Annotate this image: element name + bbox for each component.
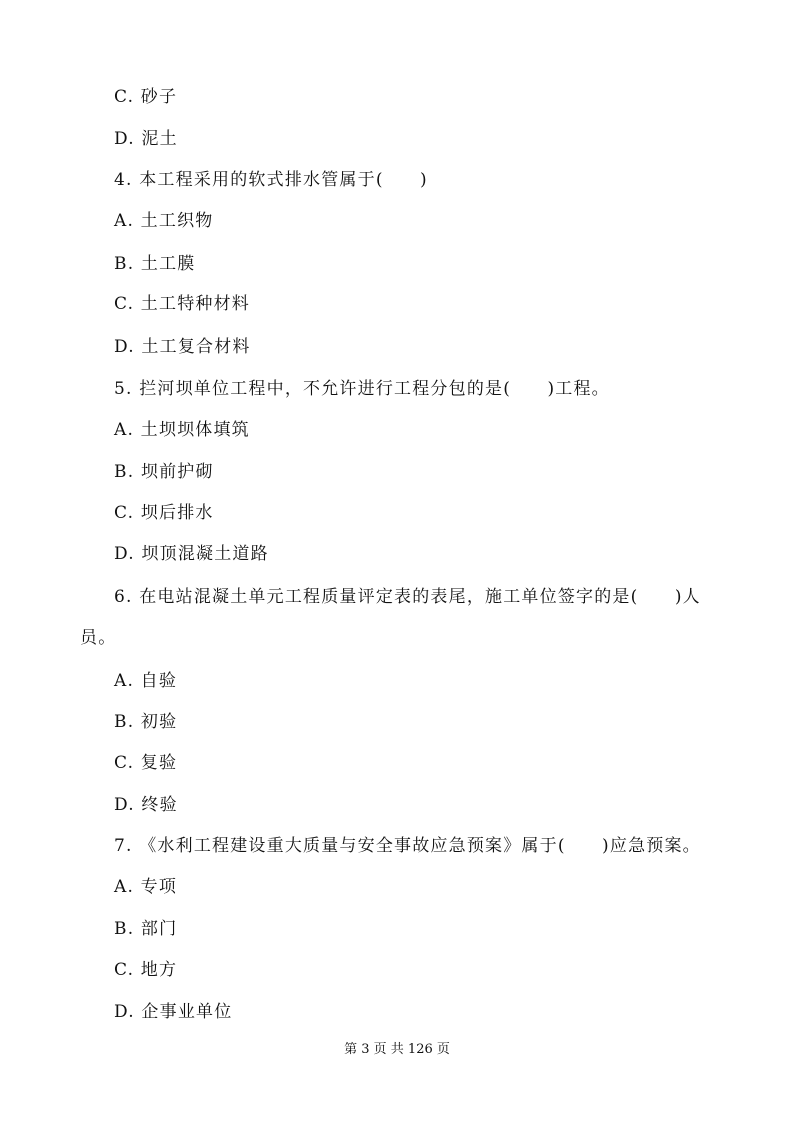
q7-option-d: D. 企事业单位	[114, 1002, 233, 1022]
page-footer: 第 3 页 共 126 页	[344, 1042, 450, 1057]
question-4: 4. 本工程采用的软式排水管属于( )	[114, 170, 428, 190]
q6-option-c: C. 复验	[114, 753, 178, 773]
q4-option-b: B. 土工膜	[114, 254, 196, 274]
q5-option-d: D. 坝顶混凝土道路	[114, 544, 269, 564]
q3-option-c: C. 砂子	[114, 87, 178, 107]
q5-option-c: C. 坝后排水	[114, 503, 214, 523]
q6-option-a: A. 自验	[114, 671, 178, 691]
q3-option-d: D. 泥土	[114, 129, 178, 149]
q7-option-c: C. 地方	[114, 960, 178, 980]
question-7: 7. 《水利工程建设重大质量与安全事故应急预案》属于( )应急预案。	[114, 836, 701, 856]
question-6: 6. 在电站混凝土单元工程质量评定表的表尾，施工单位签字的是( )人	[114, 587, 701, 607]
q4-option-d: D. 土工复合材料	[114, 337, 251, 357]
q7-option-a: A. 专项	[114, 877, 178, 897]
q4-option-c: C. 土工特种材料	[114, 294, 251, 314]
q7-option-b: B. 部门	[114, 919, 178, 939]
q4-option-a: A. 土工织物	[114, 211, 214, 231]
q6-option-d: D. 终验	[114, 795, 178, 815]
q5-option-b: B. 坝前护砌	[114, 462, 214, 482]
question-6-continued: 员。	[80, 628, 117, 648]
question-5: 5. 拦河坝单位工程中，不允许进行工程分包的是( )工程。	[114, 379, 610, 399]
q6-option-b: B. 初验	[114, 712, 178, 732]
q5-option-a: A. 土坝坝体填筑	[114, 420, 250, 440]
